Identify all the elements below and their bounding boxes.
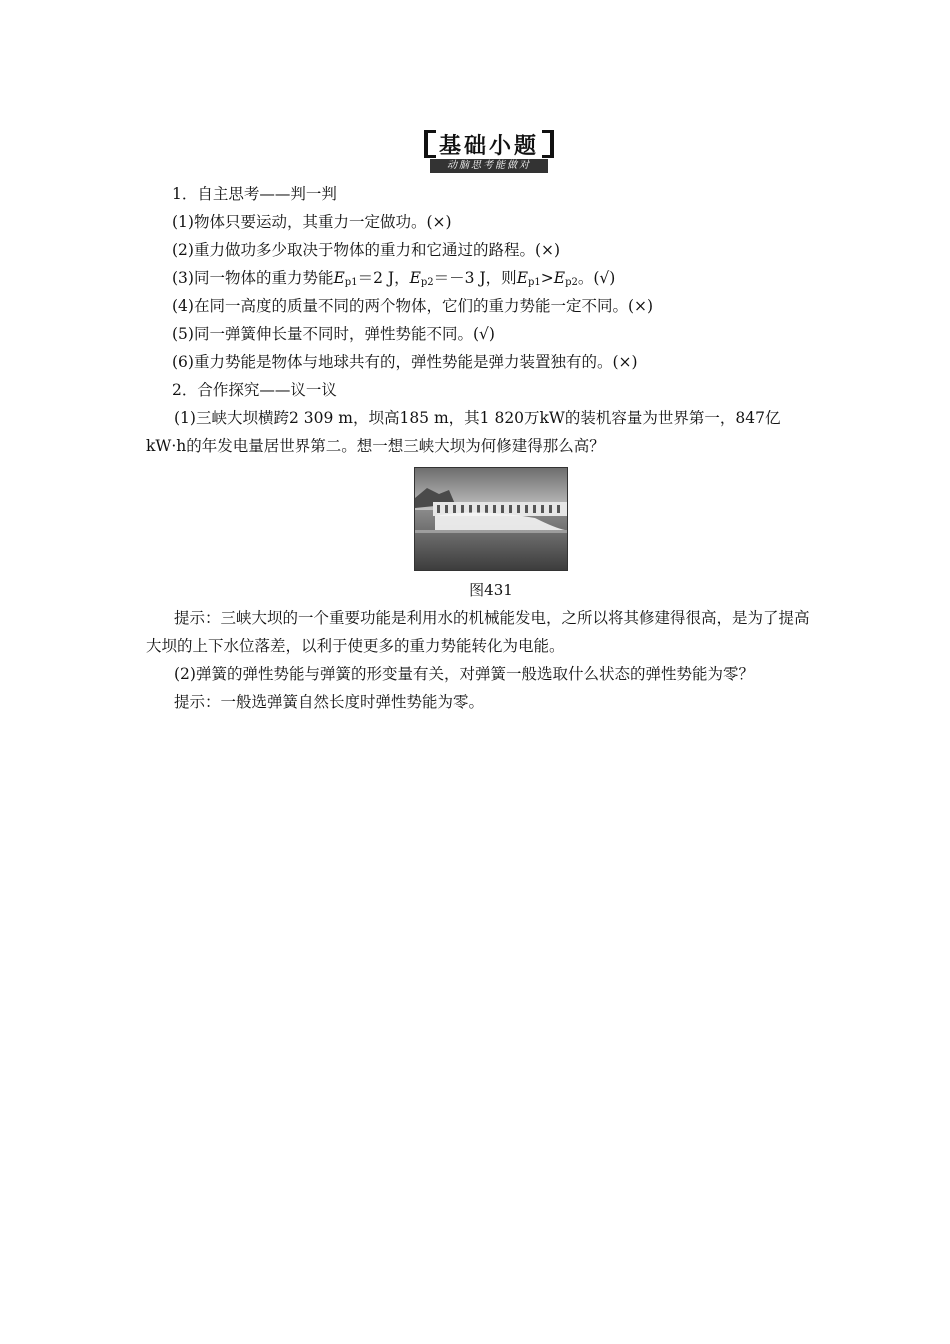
ep1-value: ＝2 J，: [357, 269, 410, 287]
ep1-subscript-compare: p1: [528, 277, 541, 288]
three-gorges-dam-photo: [414, 467, 568, 571]
judge-item-2: (2)重力做功多少取决于物体的重力和它通过的路程。(×): [172, 241, 561, 259]
section2-heading: 2．合作探究——议一议: [172, 381, 337, 399]
section-header-badge: [424, 130, 554, 174]
judge-item-6: (6)重力势能是物体与地球共有的，弹性势能是弹力装置独有的。(×): [172, 353, 638, 371]
section-header-title: 基础小题: [438, 133, 539, 159]
answer-2: 提示：一般选弹簧自然长度时弹性势能为零。: [174, 693, 485, 711]
judge-item-3: [172, 268, 615, 293]
ep1-symbol: E: [333, 269, 345, 287]
ep2-subscript: p2: [420, 277, 434, 288]
judge-item-4: (4)在同一高度的质量不同的两个物体，它们的重力势能一定不同。(×): [172, 297, 654, 315]
greater-than-sign: >: [540, 269, 554, 287]
ep1-symbol-compare: E: [516, 269, 529, 287]
dam-photo-graphic: [415, 468, 568, 571]
ep2-symbol: E: [409, 269, 421, 287]
section1-heading: 1．自主思考——判一判: [172, 185, 337, 203]
ep2-subscript-compare: p2: [565, 277, 578, 288]
judge-item-3-end: 。(√): [577, 269, 616, 287]
answer-1: 提示：三峡大坝的一个重要功能是利用水的机械能发电，之所以将其修建得很高，是为了提高大坝的上下水位落差，以利于使更多的重力势能转化为电能。: [146, 609, 810, 655]
ep2-value: ＝－3 J，则: [433, 269, 517, 287]
ep2-symbol-compare: E: [553, 269, 566, 287]
ep1-subscript: p1: [344, 277, 358, 288]
figure-caption: 图431: [469, 581, 513, 599]
section-header-frame: [424, 130, 554, 158]
section-header-subtitle: 动脑思考能做对: [430, 159, 548, 173]
judge-item-3-prefix: (3)同一物体的重力势能: [172, 269, 334, 287]
judge-item-1: (1)物体只要运动，其重力一定做功。(×): [172, 213, 452, 231]
question-1: (1)三峡大坝横跨2 309 m，坝高185 m，其1 820万kW的装机容量为世界第一，847亿 kW·h的年发电量居世界第二。想一想三峡大坝为何修建得那么高？: [146, 409, 781, 455]
question-2: (2)弹簧的弹性势能与弹簧的形变量有关，对弹簧一般选取什么状态的弹性势能为零？: [174, 665, 754, 683]
judge-item-5: (5)同一弹簧伸长量不同时，弹性势能不同。(√): [172, 325, 495, 343]
